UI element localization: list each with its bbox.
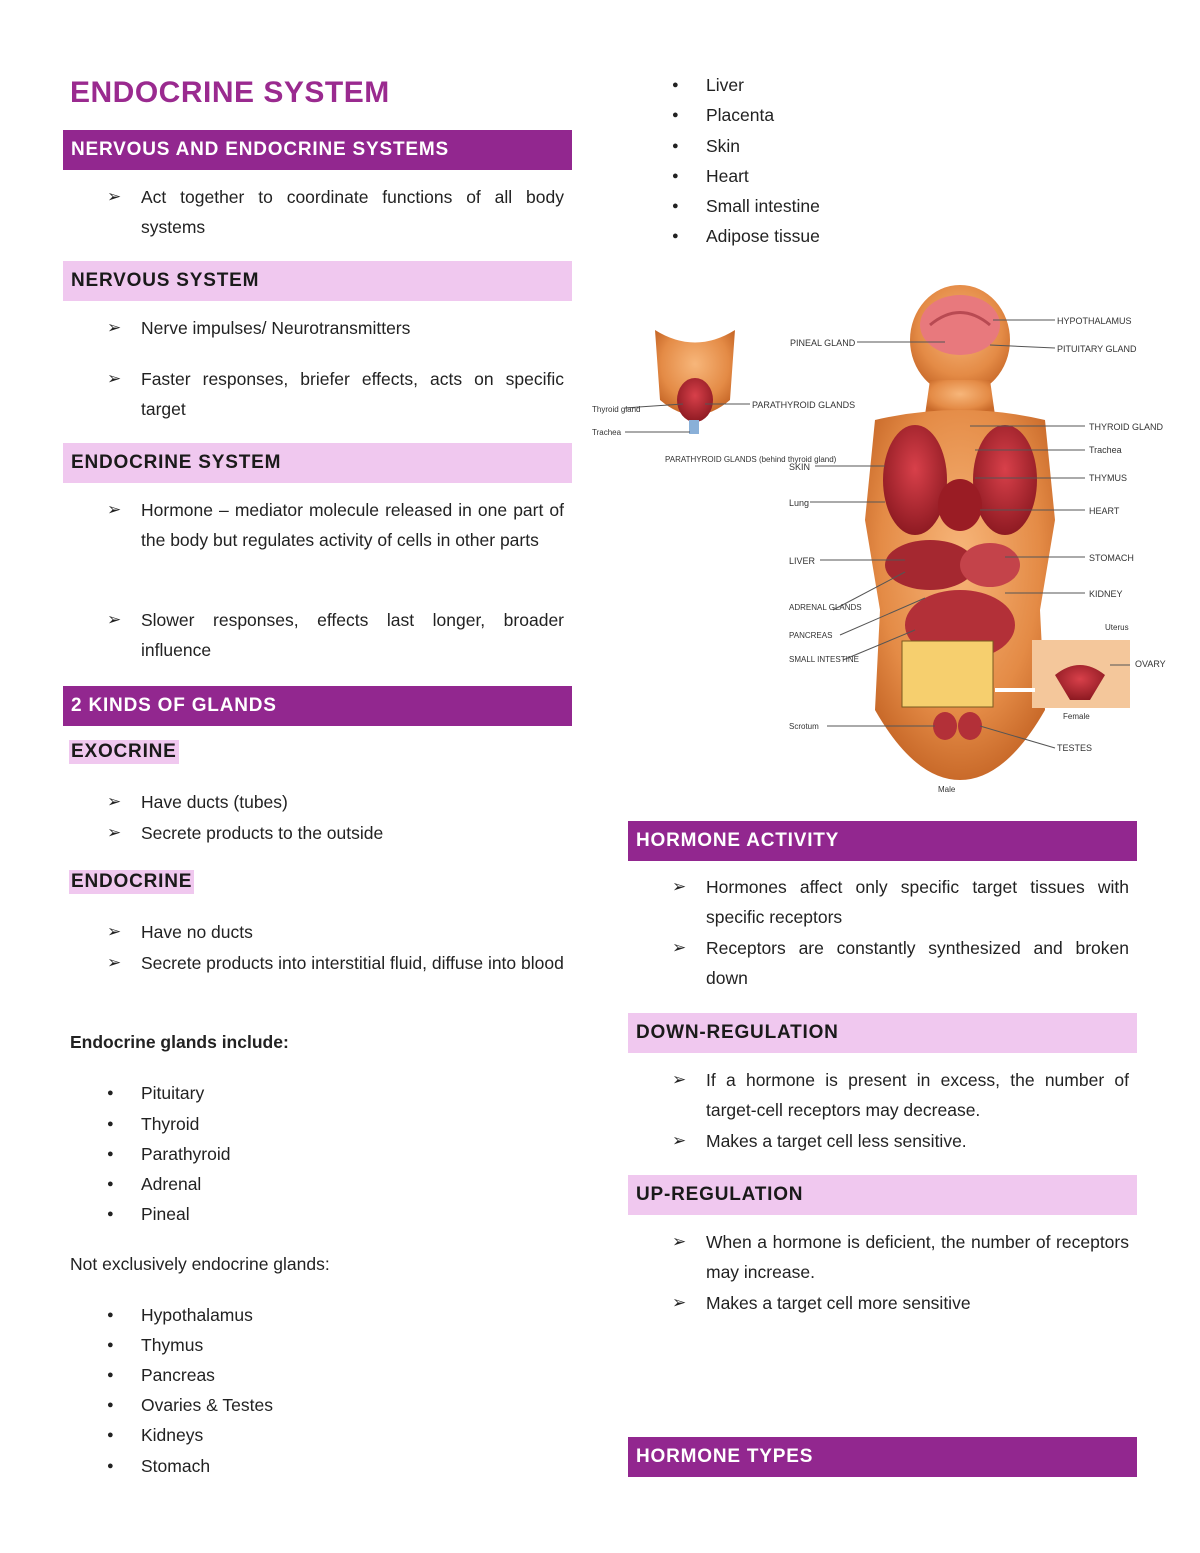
arrow-bullet-icon: ➢ xyxy=(672,938,687,957)
list-item: ● Pancreas xyxy=(141,1360,215,1390)
list-item: ● Heart xyxy=(706,161,749,191)
female-inset xyxy=(1032,640,1130,708)
list-item: ➢ Have ducts (tubes) xyxy=(141,787,564,817)
list-item: ➢ Makes a target cell less sensitive. xyxy=(706,1126,1129,1156)
section-header-up-regulation: UP-REGULATION xyxy=(628,1175,1137,1215)
list-item: ● Parathyroid xyxy=(141,1139,231,1169)
list-item: ● Hypothalamus xyxy=(141,1300,253,1330)
arrow-bullet-icon: ➢ xyxy=(107,953,122,972)
list-item: ● Thymus xyxy=(141,1330,203,1360)
list-item: ● Stomach xyxy=(141,1451,210,1481)
arrow-bullet-icon: ➢ xyxy=(107,187,122,206)
arrow-bullet-icon: ➢ xyxy=(672,877,687,896)
label-adrenal: ADRENAL GLANDS xyxy=(789,603,862,612)
list-item: ➢ Secrete products into interstitial fluid, diffuse into blood xyxy=(141,948,564,978)
label-scrotum: Scrotum xyxy=(789,722,819,731)
list-item: ➢ Have no ducts xyxy=(141,917,564,947)
section-header-glands: 2 KINDS OF GLANDS xyxy=(63,686,572,726)
list-item: ➢ Hormones affect only specific target tissues with specific receptors xyxy=(706,872,1129,932)
arrow-bullet-icon: ➢ xyxy=(107,318,122,337)
subheader-exocrine: EXOCRINE xyxy=(71,741,177,762)
label-thyroid-gland-side: Thyroid gland xyxy=(592,405,641,414)
arrow-bullet-icon: ➢ xyxy=(672,1293,687,1312)
list-item: ● Kidneys xyxy=(141,1420,203,1450)
label-hypothalamus: HYPOTHALAMUS xyxy=(1057,316,1132,326)
label-pineal: PINEAL GLAND xyxy=(790,338,856,348)
arrow-bullet-icon: ➢ xyxy=(107,500,122,519)
list-item: ● Placenta xyxy=(706,100,774,130)
list-item: ● Pituitary xyxy=(141,1078,204,1108)
label-stomach: STOMACH xyxy=(1089,553,1134,563)
list-item: ➢ Slower responses, effects last longer, broader influence xyxy=(141,605,564,665)
neck-inset xyxy=(655,330,735,434)
label-pituitary: PITUITARY GLAND xyxy=(1057,344,1137,354)
list-item: ➢ Makes a target cell more sensitive xyxy=(706,1288,1129,1318)
label-thymus: THYMUS xyxy=(1089,473,1127,483)
label-pancreas: PANCREAS xyxy=(789,631,833,640)
arrow-bullet-icon: ➢ xyxy=(107,922,122,941)
label-kidney: KIDNEY xyxy=(1089,589,1123,599)
list-item: ➢ If a hormone is present in excess, the number of target-cell receptors may decrease. xyxy=(706,1065,1129,1125)
label-male: Male xyxy=(938,785,956,794)
arrow-bullet-icon: ➢ xyxy=(107,610,122,629)
section-header-nervous-endocrine: NERVOUS AND ENDOCRINE SYSTEMS xyxy=(63,130,572,170)
page-title: ENDOCRINE SYSTEM xyxy=(70,76,390,109)
list-item: ➢ Faster responses, briefer effects, acts on specific target xyxy=(141,364,564,424)
include-label: Endocrine glands include: xyxy=(70,1032,289,1052)
human-torso xyxy=(865,285,1055,780)
list-item: ● Adrenal xyxy=(141,1169,201,1199)
list-item: ● Pineal xyxy=(141,1199,190,1229)
list-item: ➢ Receptors are constantly synthesized and broken down xyxy=(706,933,1129,993)
subheader-endocrine: ENDOCRINE xyxy=(71,871,193,892)
label-trachea: Trachea xyxy=(1089,445,1122,455)
arrow-bullet-icon: ➢ xyxy=(672,1232,687,1251)
label-skin: SKIN xyxy=(789,462,811,472)
arrow-bullet-icon: ➢ xyxy=(107,792,122,811)
list-item: ➢ Hormone – mediator molecule released in one part of the body but regulates activity of cells in other parts xyxy=(141,495,564,555)
list-item: ➢ Act together to coordinate functions of all body systems xyxy=(141,182,564,242)
section-header-hormone-types: HORMONE TYPES xyxy=(628,1437,1137,1477)
section-header-hormone-activity: HORMONE ACTIVITY xyxy=(628,821,1137,861)
section-header-down-regulation: DOWN-REGULATION xyxy=(628,1013,1137,1053)
list-item: ➢ Nerve impulses/ Neurotransmitters xyxy=(141,313,564,343)
arrow-bullet-icon: ➢ xyxy=(672,1070,687,1089)
list-item: ➢ When a hormone is deficient, the number of receptors may increase. xyxy=(706,1227,1129,1287)
label-parathyroid-behind: PARATHYROID GLANDS (behind thyroid gland) xyxy=(665,455,837,464)
label-liver: LIVER xyxy=(789,556,816,566)
arrow-bullet-icon: ➢ xyxy=(107,823,122,842)
label-parathyroid: PARATHYROID GLANDS xyxy=(752,400,856,410)
label-thyroid: THYROID GLAND xyxy=(1089,422,1164,432)
section-header-nervous: NERVOUS SYSTEM xyxy=(63,261,572,301)
list-item: ➢ Secrete products to the outside xyxy=(141,818,564,848)
label-uterus: Uterus xyxy=(1105,623,1129,632)
list-item: ● Ovaries & Testes xyxy=(141,1390,273,1420)
not-exclusive-label: Not exclusively endocrine glands: xyxy=(70,1254,330,1274)
arrow-bullet-icon: ➢ xyxy=(672,1131,687,1150)
list-item: ● Small intestine xyxy=(706,191,820,221)
label-heart: HEART xyxy=(1089,506,1120,516)
label-female: Female xyxy=(1063,712,1090,721)
list-item: ● Adipose tissue xyxy=(706,221,820,251)
endocrine-anatomy-figure xyxy=(585,280,1170,800)
label-small-intestine: SMALL INTESTINE xyxy=(789,655,859,664)
label-lung: Lung xyxy=(789,498,810,508)
section-header-endocrine: ENDOCRINE SYSTEM xyxy=(63,443,572,483)
label-ovary: OVARY xyxy=(1135,659,1166,669)
arrow-bullet-icon: ➢ xyxy=(107,369,122,388)
list-item: ● Liver xyxy=(706,70,744,100)
list-item: ● Skin xyxy=(706,131,740,161)
label-trachea-side: Trachea xyxy=(592,428,622,437)
list-item: ● Thyroid xyxy=(141,1109,199,1139)
label-testes: TESTES xyxy=(1057,743,1093,753)
